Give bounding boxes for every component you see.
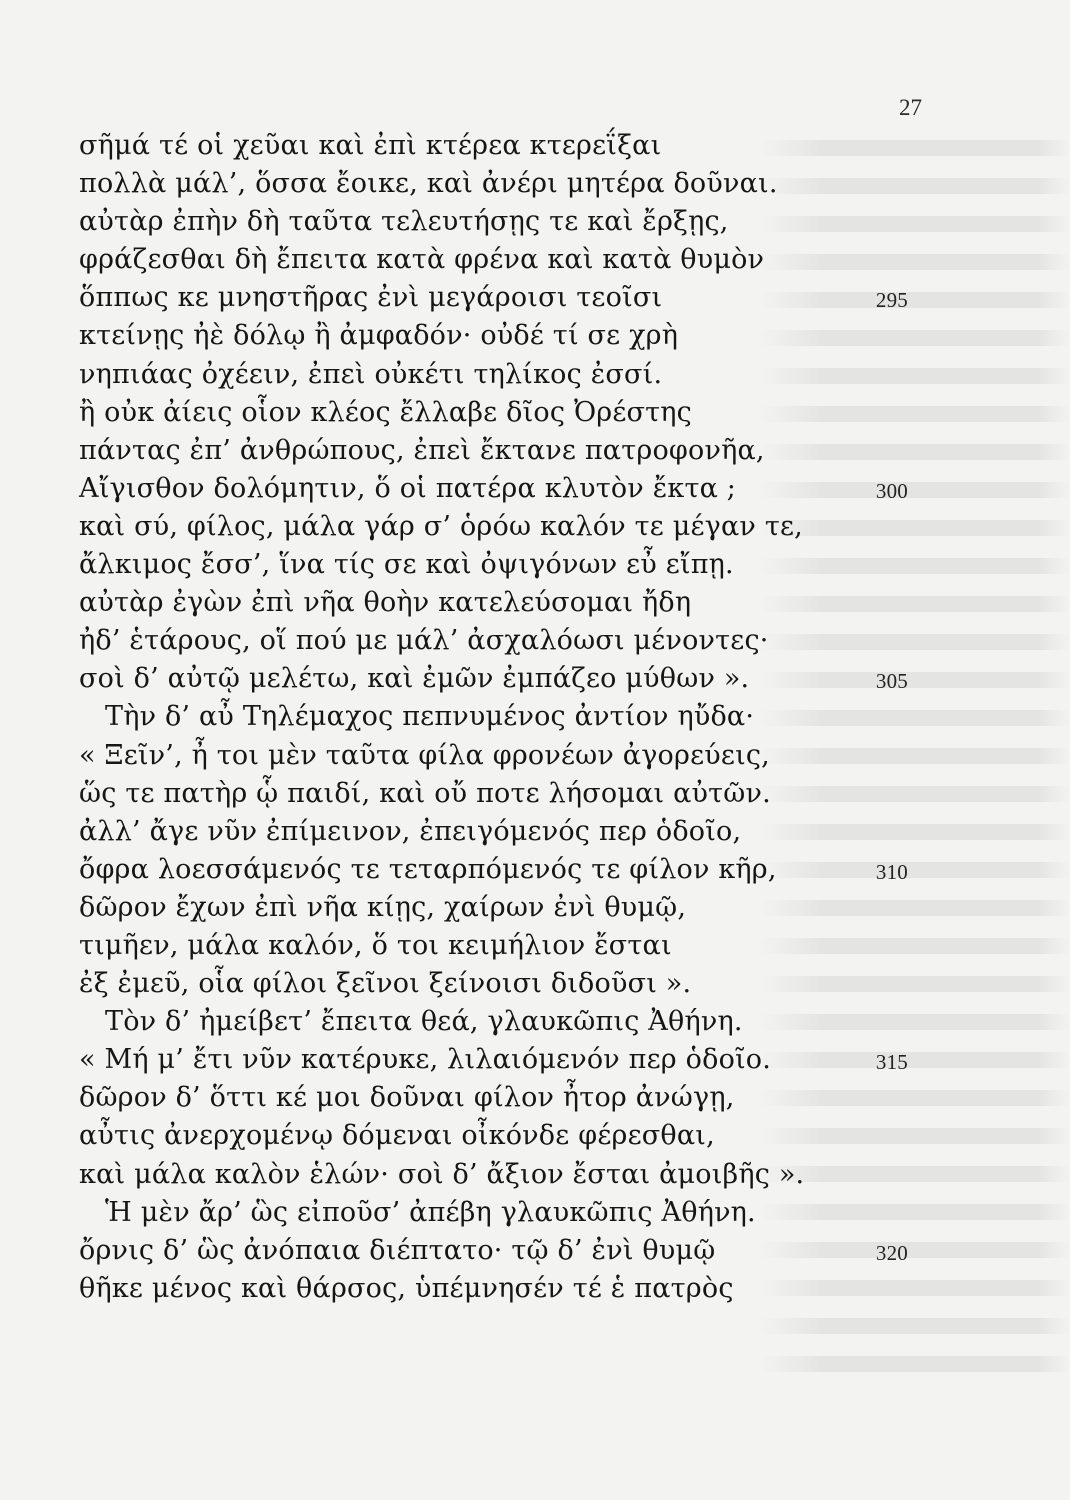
- verse-line: [79, 927, 829, 965]
- verse-text: κτείνῃς ἠὲ δόλῳ ἢ ἀμφαδόν· οὐδέ τί σε χρὴ: [79, 320, 679, 352]
- verse-text: Τὴν δ’ αὖ Τηλέμαχος πεπνυμένος ἀντίον ηὔδα·: [105, 701, 755, 733]
- verse-line: [79, 470, 908, 508]
- verse-line: [79, 165, 829, 203]
- verse-line: [79, 546, 829, 584]
- verse-text: φράζεσθαι δὴ ἔπειτα κατὰ φρένα καὶ κατὰ θυμὸν: [79, 244, 765, 276]
- verse-list: [79, 127, 908, 1308]
- verse-line: [79, 1156, 829, 1194]
- line-number: 310: [875, 859, 908, 884]
- verse-text: ἢ οὐκ ἀίεις οἷον κλέος ἔλλαβε δῖος Ὀρέστης: [79, 396, 692, 428]
- verse-line: [79, 775, 829, 813]
- verse-text: ὄρνις δ’ ὣς ἀνόπαια διέπτατο· τῷ δ’ ἐνὶ θυμῷ: [79, 1234, 716, 1266]
- verse-text: ὄφρα λοεσσάμενός τε τεταρπόμενός τε φίλον κῆρ,: [79, 853, 777, 885]
- verse-line: [79, 279, 908, 317]
- verse-line: [79, 1194, 829, 1232]
- verse-line: [79, 584, 829, 622]
- verse-text: « Μή μ’ ἔτι νῦν κατέρυκε, λιλαιόμενόν περ ὁδοῖο.: [79, 1044, 772, 1076]
- verse-text: νηπιάας ὀχέειν, ἐπεὶ οὐκέτι τηλίκος ἐσσί.: [79, 358, 663, 390]
- line-number: 300: [875, 478, 908, 503]
- verse-line: [79, 394, 829, 432]
- verse-text: καὶ σύ, φίλος, μάλα γάρ σ’ ὁρόω καλόν τε μέγαν τε,: [79, 510, 803, 542]
- line-number: 315: [875, 1050, 908, 1075]
- verse-text: δῶρον ἔχων ἐπὶ νῆα κίῃς, χαίρων ἐνὶ θυμῷ,: [79, 891, 687, 923]
- verse-line: [79, 813, 829, 851]
- verse-text: Αἴγισθον δολόμητιν, ὅ οἱ πατέρα κλυτὸν ἔκτα ;: [79, 472, 737, 504]
- verse-line: [79, 1041, 908, 1079]
- verse-line: [79, 241, 829, 279]
- verse-line: [79, 508, 829, 546]
- verse-line: [79, 432, 829, 470]
- verse-text: ἠδ’ ἑτάρους, οἵ πού με μάλ’ ἀσχαλόωσι μένοντες·: [79, 625, 769, 657]
- line-number: 305: [875, 669, 908, 694]
- verse-text: ἄλκιμος ἔσσ’, ἵνα τίς σε καὶ ὀψιγόνων εὖ εἴπῃ.: [79, 549, 734, 581]
- verse-text: αὐτὰρ ἐγὼν ἐπὶ νῆα θοὴν κατελεύσομαι ἤδη: [79, 587, 692, 619]
- verse-line: [79, 889, 829, 927]
- verse-line: [79, 698, 829, 736]
- verse-text: Τὸν δ’ ἠμείβετ’ ἔπειτα θεά, γλαυκῶπις Ἀθήνη.: [105, 1006, 743, 1038]
- verse-text: αὖτις ἀνερχομένῳ δόμεναι οἶκόνδε φέρεσθαι,: [79, 1120, 715, 1152]
- verse-text: τιμῆεν, μάλα καλόν, ὅ τοι κειμήλιον ἔσται: [79, 929, 672, 961]
- verse-line: [79, 660, 908, 698]
- verse-text: καὶ μάλα καλὸν ἑλών· σοὶ δ’ ἄξιον ἔσται ἀμοιβῆς ».: [79, 1158, 805, 1190]
- verse-line: [79, 1003, 829, 1041]
- verse-line: [79, 203, 829, 241]
- verse-line: [79, 356, 829, 394]
- verse-text: ἀλλ’ ἄγε νῦν ἐπίμεινον, ἐπειγόμενός περ ὁδοῖο,: [79, 815, 742, 847]
- line-number: 295: [875, 288, 908, 313]
- verse-line: [79, 1232, 908, 1270]
- line-number: 320: [875, 1240, 908, 1265]
- verse-line: [79, 622, 829, 660]
- verse-line: [79, 1079, 829, 1117]
- verse-text: αὐτὰρ ἐπὴν δὴ ταῦτα τελευτήσῃς τε καὶ ἔρξῃς,: [79, 206, 729, 238]
- verse-line: [79, 317, 829, 355]
- verse-text: Ἡ μὲν ἄρ’ ὣς εἰποῦσ’ ἀπέβη γλαυκῶπις Ἀθήνη.: [105, 1196, 756, 1228]
- verse-text: ὅππως κε μνηστῆρας ἐνὶ μεγάροισι τεοῖσι: [79, 282, 663, 314]
- verse-text: πάντας ἐπ’ ἀνθρώπους, ἐπεὶ ἔκτανε πατροφονῆα,: [79, 434, 765, 466]
- verse-text: θῆκε μένος καὶ θάρσος, ὑπέμνησέν τέ ἑ πατρὸς: [79, 1272, 734, 1304]
- verse-text: πολλὰ μάλ’, ὅσσα ἔοικε, καὶ ἀνέρι μητέρα δοῦναι.: [79, 168, 778, 200]
- verse-text: « Ξεῖν’, ἦ τοι μὲν ταῦτα φίλα φρονέων ἀγορεύεις,: [79, 739, 770, 771]
- verse-line: [79, 1117, 829, 1155]
- verse-line: [79, 965, 829, 1003]
- page-number: 27: [899, 95, 922, 120]
- verse-line: [79, 127, 829, 165]
- verse-text: δῶρον δ’ ὅττι κέ μοι δοῦναι φίλον ἦτορ ἀνώγῃ,: [79, 1082, 735, 1114]
- verse-line: [79, 1270, 829, 1308]
- verse-line: [79, 737, 829, 775]
- verse-text: σοὶ δ’ αὐτῷ μελέτω, καὶ ἐμῶν ἐμπάζεο μύθων ».: [79, 663, 750, 695]
- verse-text: σῆμά τέ οἱ χεῦαι καὶ ἐπὶ κτέρεα κτερεΐξαι: [79, 130, 662, 161]
- verse-text: ὥς τε πατὴρ ᾧ παιδί, καὶ οὔ ποτε λήσομαι αὐτῶν.: [79, 777, 771, 809]
- verse-line: [79, 851, 908, 889]
- verse-text: ἐξ ἐμεῦ, οἷα φίλοι ξεῖνοι ξείνοισι διδοῦσι ».: [79, 968, 692, 1000]
